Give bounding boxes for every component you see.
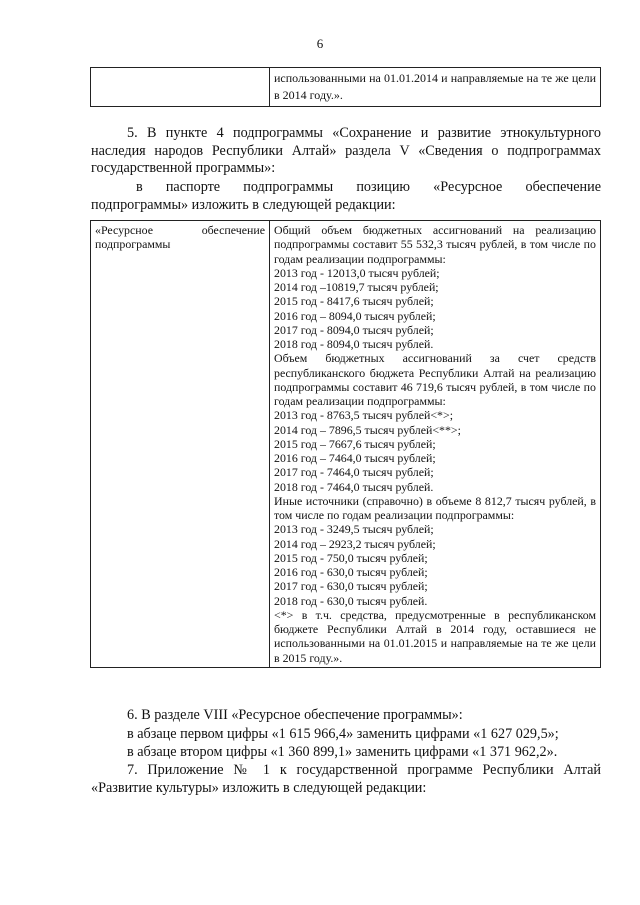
republic-year-line: 2017 год - 7464,0 тысяч рублей; [274, 465, 434, 480]
left-word1: «Ресурсное [95, 223, 153, 237]
top-table-right-cell: использованными на 01.01.2014 и направляемые на те же цели в 2014 году.». [270, 68, 601, 107]
item7-paragraph: 7. Приложение № 1 к государственной программе Республики Алтай «Развитие культуры» изложить в следующей редакции: [91, 762, 601, 796]
total-year-line: 2017 год - 8094,0 тысяч рублей; [274, 322, 434, 337]
page-number: 6 [316, 36, 324, 51]
item6-heading: 6. В разделе VIII «Ресурсное обеспечение программы»: [127, 707, 463, 723]
item5-sub-line1 [91, 179, 601, 197]
item5-paragraph: 5. В пункте 4 подпрограммы «Сохранение и развитие этнокультурного наследия народов Республики Алтай» раздела V «Сведения о подпрограммах государственной программы»: [91, 125, 601, 177]
item5-sub-word: подпрограммы [243, 179, 334, 195]
item5-sub-line2: подпрограммы» изложить в следующей редакции: [91, 197, 396, 213]
item5-sub-word: паспорте [165, 179, 221, 195]
item5-sub-line1-words [136, 179, 601, 197]
total-year-line: 2016 год – 8094,0 тысяч рублей; [274, 308, 436, 323]
republic-year-line: 2013 год - 8763,5 тысяч рублей<*>; [274, 408, 454, 423]
total-text: Общий объем бюджетных ассигнований на реализацию подпрограммы составит 55 532,3 тысяч рублей, в том числе по годам реализации подпрограммы: [274, 223, 596, 266]
item5-sub-word: в [136, 179, 143, 195]
resource-table [90, 220, 601, 668]
top-table-left-cell [91, 68, 270, 107]
total-year-line: 2013 год - 12013,0 тысяч рублей; [274, 265, 440, 280]
item5-sub-word: «Ресурсное [433, 179, 503, 195]
republic-year-line: 2018 год - 7464,0 тысяч рублей. [274, 479, 434, 494]
resource-table-left-cell [91, 221, 270, 668]
left-cell-line2: подпрограммы [95, 237, 171, 252]
left-word2: обеспечение [201, 223, 265, 237]
item6-line2: в абзаце втором цифры «1 360 899,1» заменить цифрами «1 371 962,2». [127, 744, 558, 760]
republic-year-line: 2016 год – 7464,0 тысяч рублей; [274, 451, 436, 465]
other-years-list [274, 522, 596, 608]
republic-year-line: 2014 год – 7896,5 тысяч рублей<**>; [274, 422, 461, 437]
other-year-line: 2016 год - 630,0 тысяч рублей; [274, 565, 428, 579]
total-year-line: 2015 год - 8417,6 тысяч рублей; [274, 294, 434, 309]
item5-sub-word: обеспечение [525, 179, 601, 195]
other-year-line: 2014 год – 2923,2 тысяч рублей; [274, 536, 436, 551]
republic-text: Объем бюджетных ассигнований за счет средств республиканского бюджета Республики Алтай на реализацию подпрограммы составит 46 719,6 тысяч рублей, в том числе по годам реализации подпрограммы: [274, 351, 596, 408]
other-year-line: 2015 год - 750,0 тысяч рублей; [274, 550, 428, 565]
other-year-line: 2013 год - 3249,5 тысяч рублей; [274, 522, 434, 537]
republic-years-list [274, 408, 596, 494]
republic-year-line: 2015 год – 7667,6 тысяч рублей; [274, 436, 436, 451]
footnote: <*> в т.ч. средства, предусмотренные в республиканском бюджете Республики Алтай в 2014 году, оставшиеся не использованными на 01.01.2015 и направляемые на те же цели в 2015 году.». [274, 607, 596, 665]
total-year-line: 2014 год –10819,7 тысяч рублей; [274, 280, 439, 294]
left-cell-line1 [95, 223, 265, 237]
other-year-line: 2017 год - 630,0 тысяч рублей; [274, 579, 428, 594]
other-text: Иные источники (справочно) в объеме 8 812,7 тысяч рублей, в том числе по годам реализации подпрограммы: [274, 493, 596, 522]
resource-table-right-cell [270, 221, 601, 668]
total-years-list [274, 266, 596, 352]
total-year-line: 2018 год - 8094,0 тысяч рублей. [274, 337, 434, 351]
item6-line1: в абзаце первом цифры «1 615 966,4» заменить цифрами «1 627 029,5»; [127, 726, 559, 742]
top-table [90, 67, 601, 107]
other-year-line: 2018 год - 630,0 тысяч рублей. [274, 593, 428, 608]
item5-sub-word: позицию [356, 179, 411, 195]
